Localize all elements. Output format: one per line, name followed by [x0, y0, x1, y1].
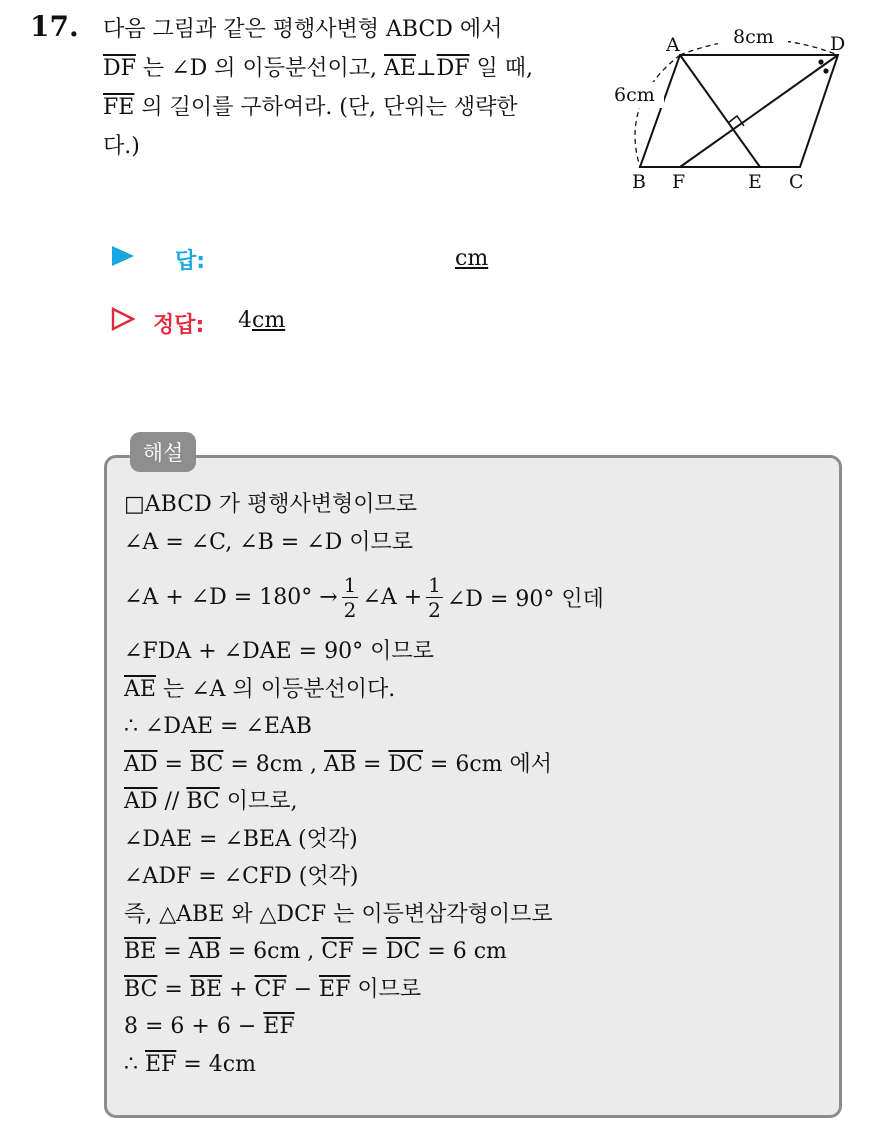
correct-answer-unit: cm [252, 308, 286, 333]
angle-dot-1 [818, 59, 823, 64]
question-line-1: 다음 그림과 같은 평행사변형 ABCD 에서 [103, 17, 503, 42]
fraction-half-1 [342, 573, 359, 622]
segment: $\overline{BC}$ [186, 789, 220, 814]
parallelogram-figure [600, 22, 850, 202]
correct-answer-value [238, 308, 285, 333]
label-8cm: 8cm [733, 26, 774, 48]
solution-line-3a: ∠A + ∠D = 180° → [124, 584, 338, 610]
text: + [222, 976, 255, 1002]
solution-line-15 [124, 1046, 604, 1084]
question-line-3 [103, 88, 583, 127]
answer-label: 답: [175, 249, 206, 274]
segment: $\overline{EF}$ [263, 1014, 295, 1039]
segment: $\overline{AE}$ [124, 676, 156, 702]
solution-line-14 [124, 1008, 604, 1046]
correct-answer-label: 정답: [153, 313, 205, 338]
segment: $\overline{CF}$ [254, 976, 287, 1002]
question-text [103, 10, 583, 166]
outline-triangle-icon [110, 306, 136, 332]
text: = 6 cm [420, 939, 507, 964]
solution-line-10: ∠ADF = ∠CFD (엇각) [124, 864, 359, 889]
segment: $\overline{CF}$ [321, 939, 354, 964]
text: 이므로, [219, 789, 298, 814]
question-line-3-text: 의 길이를 구하여라. (단, 단위는 생략한 [134, 95, 518, 120]
fraction-2-numerator: 1 [428, 572, 441, 597]
solution-line-13 [124, 971, 604, 1009]
correct-answer-row [110, 306, 204, 339]
solution-line-3c: ∠D = 90° 인데 [446, 586, 604, 612]
text: 이므로 [350, 976, 422, 1002]
text: = [356, 751, 389, 777]
segment-df: $\overline{DF}$ [103, 56, 136, 81]
solution-line-3 [124, 561, 604, 633]
text: 8 = 6 + 6 − [124, 1014, 264, 1039]
filled-triangle-icon [110, 244, 136, 268]
text: = 8cm , [223, 751, 324, 777]
solution-line-9: ∠DAE = ∠BEA (엇각) [124, 826, 358, 852]
solution-lines [124, 486, 604, 1083]
fraction-2-denominator: 2 [428, 597, 441, 622]
text: = 6cm , [220, 939, 322, 964]
segment: $\overline{BE}$ [189, 976, 223, 1002]
solution-line-1: □ABCD 가 평행사변형이므로 [124, 492, 417, 517]
perpendicular-symbol: ⊥ [415, 56, 437, 81]
segment: $\overline{BC}$ [189, 751, 224, 777]
segment: $\overline{AD}$ [124, 751, 158, 777]
text: = 6cm 에서 [422, 751, 553, 777]
segment: $\overline{EF}$ [319, 976, 351, 1002]
angle-dot-2 [823, 68, 828, 73]
label-b: B [632, 171, 646, 193]
text: = [157, 976, 190, 1002]
segment: $\overline{AD}$ [124, 789, 158, 814]
answer-row [110, 244, 205, 275]
segment-df-2: $\overline{DF}$ [436, 56, 470, 81]
fraction-1-denominator: 2 [343, 597, 357, 622]
solution-line-4: ∠FDA + ∠DAE = 90° 이므로 [124, 639, 434, 664]
label-c: C [789, 171, 804, 193]
segment: $\overline{AB}$ [188, 939, 221, 964]
solution-line-12 [124, 933, 604, 971]
correct-answer-number: 4 [238, 308, 252, 333]
question-number: 17. [30, 10, 79, 43]
segment-fe: $\overline{FE}$ [103, 95, 135, 120]
solution-line-2: ∠A = ∠C, ∠B = ∠D 이므로 [124, 529, 414, 555]
solution-line-7 [124, 746, 604, 784]
answer-unit: cm [455, 246, 489, 271]
text: = 4cm [176, 1051, 256, 1077]
solution-line-6: ∴ ∠DAE = ∠EAB [124, 714, 312, 739]
parallelogram-abcd [640, 55, 838, 167]
label-d: D [830, 33, 846, 55]
question-line-2-mid: 는 ∠D 의 이등분선이고, [135, 56, 384, 81]
label-6cm: 6cm [614, 84, 655, 106]
label-e: E [748, 171, 762, 193]
text: // [157, 789, 187, 814]
text: = [157, 751, 190, 777]
fraction-1-numerator: 1 [343, 572, 357, 597]
label-f: F [672, 171, 686, 193]
solution-line-5 [124, 671, 604, 709]
segment: $\overline{BC}$ [124, 976, 158, 1002]
fraction-half-2 [426, 573, 443, 622]
text: = [156, 939, 189, 964]
text: = [353, 939, 386, 964]
segment-ae: $\overline{AE}$ [383, 56, 416, 81]
question-line-2-end: 일 때, [469, 56, 534, 81]
solution-tab: 해설 [130, 432, 196, 472]
text: − [286, 976, 320, 1002]
question-line-4: 다.) [103, 134, 140, 159]
solution-line-8 [124, 783, 604, 821]
text: 는 ∠A 의 이등분선이다. [155, 676, 396, 702]
segment: $\overline{AB}$ [323, 751, 357, 777]
label-a: A [666, 34, 680, 56]
segment: $\overline{EF}$ [145, 1051, 177, 1077]
solution-line-3b: ∠A + [362, 584, 423, 610]
segment: $\overline{BE}$ [124, 939, 157, 964]
line-df [680, 55, 838, 167]
solution-line-11: 즉, △ABE 와 △DCF 는 이등변삼각형이므로 [124, 901, 553, 927]
text: ∴ [124, 1051, 145, 1077]
segment: $\overline{DC}$ [385, 939, 421, 964]
line-ae [680, 55, 760, 167]
question-line-2 [103, 49, 583, 88]
segment: $\overline{DC}$ [388, 751, 423, 777]
